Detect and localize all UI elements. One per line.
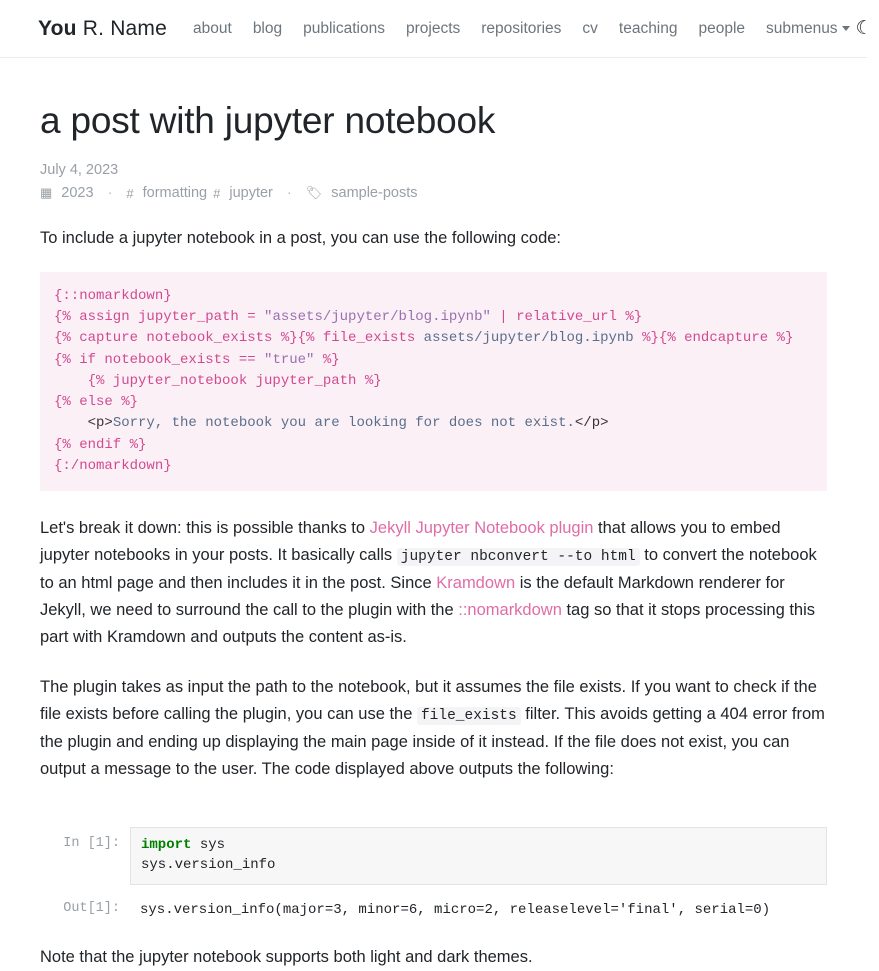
meta-separator-2: · <box>286 185 292 201</box>
meta-tag-formatting[interactable]: formatting <box>142 185 208 201</box>
code-line-4a: {% if notebook_exists == <box>54 351 265 368</box>
nav-item-submenus-label: submenus <box>766 19 838 37</box>
para2-text-5: tag so that it stops processing this part with Kramdown and outputs the content as-is. <box>40 600 816 646</box>
inline-code-nbconvert: jupyter nbconvert --to html <box>397 548 640 566</box>
hash-icon-jupyter: # <box>213 185 221 201</box>
code-line-7b: Sorry, the notebook you are looking for does not exist. <box>112 415 575 432</box>
liquid-code-block <box>40 272 827 491</box>
tag-icon: 🏷 <box>305 185 323 200</box>
brand-last-name: R. Name <box>76 16 168 40</box>
file-exists-paragraph <box>40 674 827 782</box>
code-line-2c: | relative_url %} <box>490 309 643 326</box>
jupyter-notebook-output <box>40 827 827 921</box>
code-line-4c: %} <box>314 351 340 368</box>
para3-text-2: filter. This avoids getting a 404 error from the plugin and ending up displaying the main page inside of it instead. If the file does not exist, you can output a message to the user. The code displayed above outputs the following: <box>40 705 825 778</box>
explanation-paragraph <box>40 515 827 650</box>
notebook-in-prompt: In [1]: <box>63 835 120 851</box>
dark-mode-toggle-icon[interactable]: ☾ <box>855 18 873 39</box>
intro-paragraph: To include a jupyter notebook in a post, you can use the following code: <box>40 229 562 247</box>
nav-item-blog[interactable]: blog <box>252 19 283 37</box>
code-line-3b: assets/jupyter/blog.ipynb <box>423 330 634 347</box>
nav-item-repositories[interactable]: repositories <box>481 19 562 37</box>
para2-text-4: is the default Markdown renderer for Jekyll, we need to surround the call to the plugin with the <box>40 573 785 619</box>
code-line-9: {:/nomarkdown} <box>54 458 172 475</box>
code-line-2b: "assets/jupyter/blog.ipynb" <box>264 309 491 326</box>
page-title: a post with jupyter notebook <box>40 100 496 141</box>
meta-tag-jupyter[interactable]: jupyter <box>229 185 273 201</box>
link-kramdown[interactable]: Kramdown <box>436 573 516 592</box>
nav-item-people[interactable]: people <box>698 19 746 37</box>
nav-item-projects[interactable]: projects <box>405 19 461 37</box>
notebook-code-line2: sys.version_info <box>141 856 276 873</box>
para2-text-1: Let's break it down: this is possible thanks to <box>40 519 370 538</box>
code-line-2a: {% assign jupyter_path = <box>54 309 265 326</box>
closing-paragraph: Note that the jupyter notebook supports both light and dark themes. <box>40 948 533 967</box>
notebook-output-cell: sys.version_info(major=3, minor=6, micro=2, releaselevel='final', serial=0) <box>140 901 771 918</box>
link-jekyll-jupyter-plugin[interactable]: Jekyll Jupyter Notebook plugin <box>369 519 594 538</box>
code-line-7a: <p> <box>54 415 113 432</box>
nav-item-publications[interactable]: publications <box>303 19 385 37</box>
post-meta <box>40 185 827 201</box>
chevron-down-icon <box>842 26 850 31</box>
nav-links <box>193 20 850 38</box>
code-line-4b: "true" <box>264 351 315 368</box>
code-line-6: {% else %} <box>54 394 139 411</box>
nav-item-teaching[interactable]: teaching <box>618 19 678 37</box>
meta-year-link[interactable]: 2023 <box>61 185 94 201</box>
meta-separator: · <box>107 185 113 201</box>
code-line-8: {% endif %} <box>54 436 147 453</box>
notebook-code-rest: sys <box>191 836 226 853</box>
meta-category-sample-posts[interactable]: sample-posts <box>331 185 418 201</box>
code-line-3a: {% capture notebook_exists %}{% file_exists <box>54 330 424 347</box>
calendar-icon: ▦ <box>40 185 53 200</box>
link-nomarkdown[interactable]: ::nomarkdown <box>458 600 562 619</box>
top-navbar <box>0 0 873 58</box>
notebook-input-row <box>40 827 827 885</box>
notebook-output-row <box>40 901 827 921</box>
para2-text-2: that allows you to embed jupyter notebooks in your posts. It basically calls <box>40 519 781 565</box>
site-brand[interactable] <box>38 17 167 41</box>
brand-first-name: You <box>38 16 77 40</box>
para2-text-3: to convert the notebook to an html page and then includes it in the post. Since <box>40 546 817 592</box>
nav-item-about[interactable]: about <box>193 19 232 37</box>
inline-code-file-exists: file_exists <box>417 707 521 725</box>
notebook-input-cell[interactable] <box>130 827 827 885</box>
code-line-3c: %}{% endcapture %} <box>633 330 794 347</box>
hash-icon-formatting: # <box>126 185 134 201</box>
nav-item-cv[interactable]: cv <box>582 19 598 37</box>
nav-item-submenus[interactable] <box>766 20 850 38</box>
liquid-code-pre <box>54 286 813 477</box>
post-content <box>0 100 867 971</box>
code-line-7c: </p> <box>574 415 609 432</box>
notebook-out-prompt: Out[1]: <box>63 900 120 916</box>
code-line-1: {::nomarkdown} <box>54 287 172 304</box>
notebook-code-keyword: import <box>141 836 192 853</box>
para3-text-1: The plugin takes as input the path to the notebook, but it assumes the file exists. If you want to check if the file exists before calling the plugin, you can use the <box>40 678 817 724</box>
post-date: July 4, 2023 <box>40 162 119 178</box>
code-line-5: {% jupyter_notebook jupyter_path %} <box>54 372 382 389</box>
